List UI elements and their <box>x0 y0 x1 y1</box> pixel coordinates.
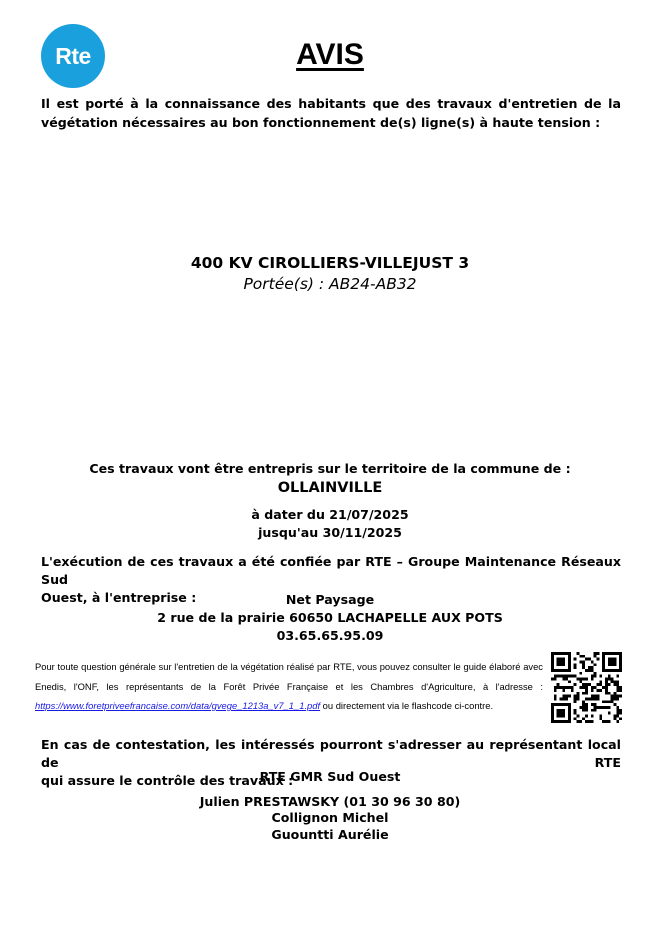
commune-name: OLLAINVILLE <box>277 480 383 496</box>
end-date: jusqu'au 30/11/2025 <box>258 525 402 540</box>
qr-code-icon[interactable] <box>551 652 622 723</box>
execution-line-1: L'exécution de ces travaux a été confiée par RTE – Groupe Maintenance Réseaux Sud <box>41 554 621 587</box>
notice-title: AVIS <box>296 38 364 71</box>
start-date: à dater du 21/07/2025 <box>251 507 409 522</box>
company-address: 2 rue de la prairie 60650 LACHAPELLE AUX POTS <box>157 610 503 625</box>
intro-line-2: végétation nécessaires au bon fonctionnement de(s) ligne(s) à haute tension : <box>41 115 601 130</box>
commune-intro: Ces travaux vont être entrepris sur le territoire de la commune de : <box>89 461 571 476</box>
intro-line-1: Il est porté à la connaissance des habitants que des travaux d'entretien de la <box>41 96 621 111</box>
contest-line-1: En cas de contestation, les intéressés pourront s'adresser au représentant local de RTE <box>41 737 621 770</box>
info-text-2: ou directement via le flashcode ci-contre. <box>320 700 494 711</box>
info-paragraph <box>35 657 543 716</box>
rte-logo-text: Rte <box>55 42 91 69</box>
contact-person-2: Collignon Michel <box>271 810 389 825</box>
info-text-1: Pour toute question générale sur l'entretien de la végétation réalisé par RTE, vous pouvez consulter le guide élaboré avec Enedis, l'ONF, les représentants de la Forêt Privée Française et les Chambres d'Agriculture, à l'adresse : <box>35 661 543 692</box>
execution-line-2: Ouest, à l'entreprise : <box>41 590 197 605</box>
guide-link[interactable]: https://www.foretpriveefrancaise.com/data/gvege_1213a_v7_1_1.pdf <box>35 700 321 711</box>
company-name: Net Paysage <box>285 592 375 607</box>
contest-line-2: qui assure le contrôle des travaux : <box>41 773 294 788</box>
power-line-name: 400 KV CIROLLIERS-VILLEJUST 3 <box>190 254 470 272</box>
contact-person-3: Guountti Aurélie <box>271 827 389 842</box>
contact-person-1: Julien PRESTAWSKY (01 30 96 30 80) <box>199 794 461 809</box>
company-phone: 03.65.65.95.09 <box>276 628 384 643</box>
contact-office: RTE GMR Sud Ouest <box>259 769 401 784</box>
intro-paragraph <box>41 94 621 132</box>
power-line-spans: Portée(s) : AB24-AB32 <box>243 275 417 293</box>
